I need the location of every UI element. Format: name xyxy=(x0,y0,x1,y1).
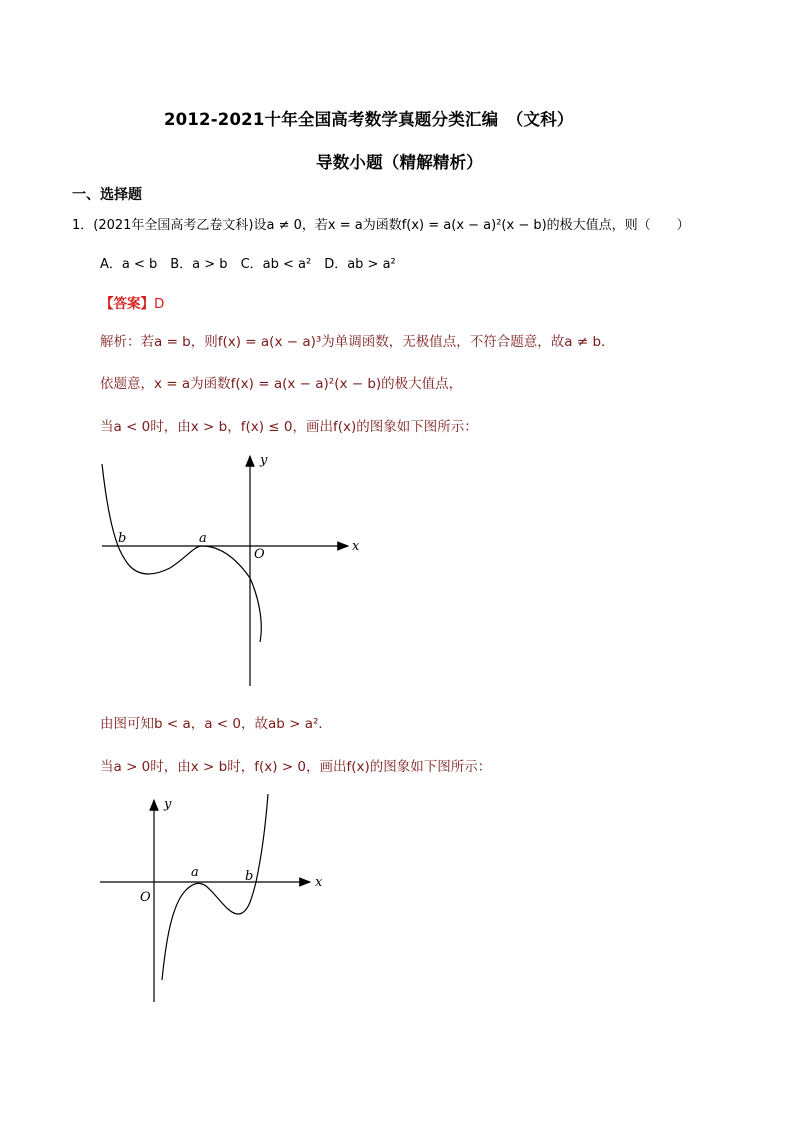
figure-2-label-b: b xyxy=(245,869,254,884)
figure-1-curve xyxy=(102,464,261,642)
figure-1-origin: O xyxy=(254,547,265,562)
figure-1-y-label: y xyxy=(260,453,268,468)
solution-line-4: 由图可知b < a，a < 0，故ab > a²． xyxy=(100,716,332,732)
solution-line-2: 依题意，x = a为函数f(x) = a(x − a)²(x − b)的极大值点， xyxy=(100,376,463,392)
solution-line-1: 解析：若a = b，则f(x) = a(x − a)³为单调函数，无极值点，不符合题意，故a ≠ b． xyxy=(100,334,615,350)
question-stem: 1．(2021年全国高考乙卷文科)设a ≠ 0，若x = a为函数f(x) = a(x − a)²(x − b)的极大值点，则（ ） xyxy=(72,218,690,233)
answer-tag: 【答案】 xyxy=(100,296,154,312)
question-options: A．a < b B．a > b C．ab < a² D．ab > a² xyxy=(100,257,396,272)
solution-line-3: 当a < 0时，由x > b，f(x) ≤ 0，画出f(x)的图象如下图所示： xyxy=(100,419,478,435)
figure-2-label-a: a xyxy=(191,865,199,880)
page-subtitle: 导数小题（精解精析） xyxy=(316,153,483,172)
figure-2-curve xyxy=(162,794,268,980)
figure-2-y-label: y xyxy=(164,797,172,812)
answer-line xyxy=(100,292,164,312)
figure-1-label-b: b xyxy=(118,531,127,546)
figure-2-x-label: x xyxy=(315,875,323,890)
answer-value: D xyxy=(154,296,165,312)
page-title: 2012-2021十年全国高考数学真题分类汇编 （文科） xyxy=(164,110,574,129)
figure-2-graph xyxy=(90,790,340,1008)
solution-line-5: 当a > 0时，由x > b时，f(x) > 0，画出f(x)的图象如下图所示： xyxy=(100,759,492,775)
section-heading: 一、选择题 xyxy=(72,187,142,203)
figure-2-origin: O xyxy=(140,890,151,905)
figure-1-graph xyxy=(90,446,380,692)
figure-1-label-a: a xyxy=(199,531,207,546)
figure-1-x-label: x xyxy=(352,539,360,554)
